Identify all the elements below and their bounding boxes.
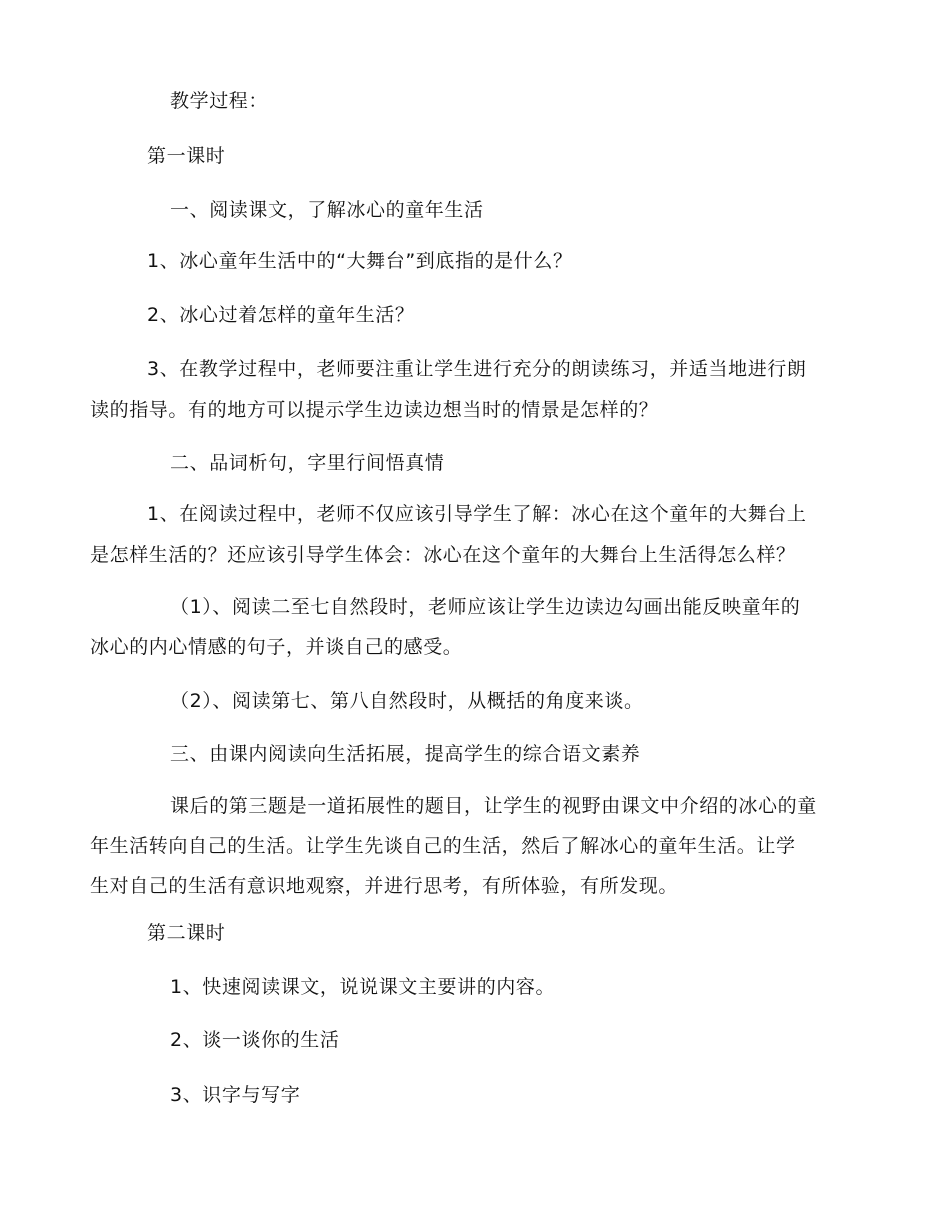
section-2-paragraph-1-line-1: 1、在阅读过程中，老师不仅应该引导学生了解：冰心在这个童年的大舞台上 [147,503,807,525]
section-3-paragraph-line-1: 课后的第三题是一道拓展性的题目，让学生的视野由课文中介绍的冰心的童 [170,795,817,817]
lesson-2-item-3: 3、识字与写字 [170,1084,301,1106]
section-3-title: 三、由课内阅读向生活拓展，提高学生的综合语文素养 [170,743,641,765]
lesson-1-title: 第一课时 [147,145,226,167]
section-3-paragraph-line-3: 生对自己的生活有意识地观察，并进行思考，有所体验，有所发现。 [90,875,679,897]
lesson-2-title: 第二课时 [147,922,226,944]
section-2-sub-1-line-1: （1）、阅读二至七自然段时，老师应该让学生边读边勾画出能反映童年的 [170,596,801,618]
lesson-2-item-2: 2、谈一谈你的生活 [170,1029,340,1051]
section-2-sub-2: （2）、阅读第七、第八自然段时，从概括的角度来谈。 [170,690,644,712]
section-2-title: 二、品词析句，字里行间悟真情 [170,452,445,474]
section-2-paragraph-1-line-2: 是怎样生活的？还应该引导学生体会：冰心在这个童年的大舞台上生活得怎么样？ [90,544,796,566]
section-1-question-1: 1、冰心童年生活中的“大舞台”到底指的是什么？ [147,250,573,272]
section-3-paragraph-line-2: 年生活转向自己的生活。让学生先谈自己的生活，然后了解冰心的童年生活。让学 [90,835,796,857]
section-1-question-3-line-2: 读的指导。有的地方可以提示学生边读边想当时的情景是怎样的？ [90,399,659,421]
lesson-2-item-1: 1、快速阅读课文，说说课文主要讲的内容。 [170,976,556,998]
section-1-title: 一、阅读课文，了解冰心的童年生活 [170,199,484,221]
section-2-sub-1-line-2: 冰心的内心情感的句子，并谈自己的感受。 [90,636,463,658]
section-1-question-2: 2、冰心过着怎样的童年生活？ [147,304,415,326]
section-1-question-3-line-1: 3、在教学过程中，老师要注重让学生进行充分的朗读练习，并适当地进行朗 [147,358,807,380]
heading-teaching-process: 教学过程： [170,90,269,112]
